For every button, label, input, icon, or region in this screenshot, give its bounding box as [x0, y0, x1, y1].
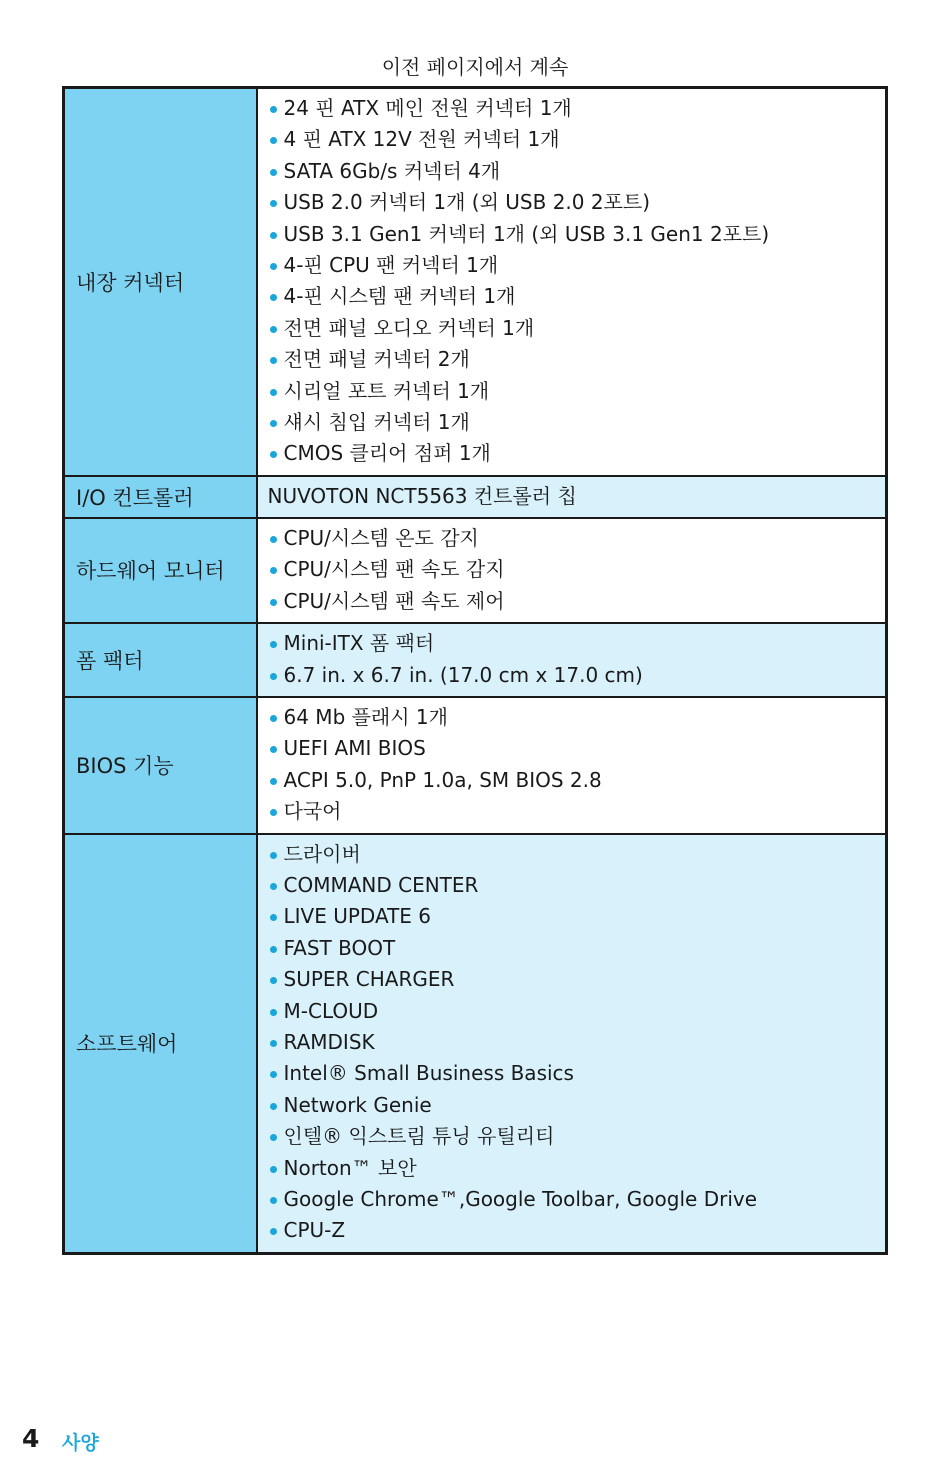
list-item: CPU/시스템 팬 속도 감지 [268, 554, 886, 585]
section-title: 사양 [62, 1432, 99, 1454]
list-item: 섀시 침입 커넥터 1개 [268, 407, 886, 438]
item-list [268, 628, 886, 691]
spec-row-bios [64, 697, 887, 834]
list-item: LIVE UPDATE 6 [268, 901, 886, 932]
list-item: 다국어 [268, 796, 886, 827]
row-value [257, 697, 887, 834]
row-label: I/O 컨트롤러 [64, 476, 257, 518]
list-item: CPU/시스템 팬 속도 제어 [268, 586, 886, 617]
list-item: Intel® Small Business Basics [268, 1058, 886, 1089]
list-item: 인텔® 익스트림 튜닝 유틸리티 [268, 1121, 886, 1152]
list-item: 시리얼 포트 커넥터 1개 [268, 376, 886, 407]
list-item: Google Chrome™,Google Toolbar, Google Drive [268, 1184, 886, 1215]
list-item: 24 핀 ATX 메인 전원 커넥터 1개 [268, 93, 886, 124]
list-item: 6.7 in. x 6.7 in. (17.0 cm x 17.0 cm) [268, 660, 886, 691]
page-number: 4 [22, 1424, 40, 1453]
row-label: 하드웨어 모니터 [64, 518, 257, 623]
list-item: 64 Mb 플래시 1개 [268, 702, 886, 733]
list-item: SATA 6Gb/s 커넥터 4개 [268, 156, 886, 187]
row-value [257, 476, 887, 518]
list-item: Norton™ 보안 [268, 1153, 886, 1184]
spec-row-software [64, 834, 887, 1254]
list-item: USB 2.0 커넥터 1개 (외 USB 2.0 2포트) [268, 187, 886, 218]
list-item: CMOS 클리어 점퍼 1개 [268, 438, 886, 469]
list-item: SUPER CHARGER [268, 964, 886, 995]
list-item: 전면 패널 오디오 커넥터 1개 [268, 313, 886, 344]
list-item: CPU/시스템 온도 감지 [268, 523, 886, 554]
item-list [268, 93, 886, 470]
list-item: COMMAND CENTER [268, 870, 886, 901]
row-value [257, 623, 887, 697]
row-label: 내장 커넥터 [64, 88, 257, 476]
list-item: Mini-ITX 폼 팩터 [268, 628, 886, 659]
spec-row-internal-connectors [64, 88, 887, 476]
spec-row-io-controller [64, 476, 887, 518]
list-item: USB 3.1 Gen1 커넥터 1개 (외 USB 3.1 Gen1 2포트) [268, 219, 886, 250]
list-item: M-CLOUD [268, 996, 886, 1027]
row-value [257, 88, 887, 476]
row-label: 소프트웨어 [64, 834, 257, 1254]
row-label: 폼 팩터 [64, 623, 257, 697]
list-item: FAST BOOT [268, 933, 886, 964]
list-item: UEFI AMI BIOS [268, 733, 886, 764]
row-text: NUVOTON NCT5563 컨트롤러 칩 [267, 483, 577, 508]
list-item: RAMDISK [268, 1027, 886, 1058]
row-label: BIOS 기능 [64, 697, 257, 834]
list-item: ACPI 5.0, PnP 1.0a, SM BIOS 2.8 [268, 765, 886, 796]
spec-table [62, 86, 888, 1255]
list-item: 4-핀 시스템 팬 커넥터 1개 [268, 281, 886, 312]
item-list [268, 523, 886, 617]
spec-row-hardware-monitor [64, 518, 887, 623]
row-value [257, 834, 887, 1254]
row-value [257, 518, 887, 623]
list-item: 4-핀 CPU 팬 커넥터 1개 [268, 250, 886, 281]
list-item: 4 핀 ATX 12V 전원 커넥터 1개 [268, 124, 886, 155]
continued-note: 이전 페이지에서 계속 [381, 55, 569, 79]
spec-row-form-factor [64, 623, 887, 697]
list-item: Network Genie [268, 1090, 886, 1121]
item-list [268, 839, 886, 1247]
list-item: 드라이버 [268, 839, 886, 870]
list-item: 전면 패널 커넥터 2개 [268, 344, 886, 375]
item-list [268, 702, 886, 828]
list-item: CPU-Z [268, 1215, 886, 1246]
